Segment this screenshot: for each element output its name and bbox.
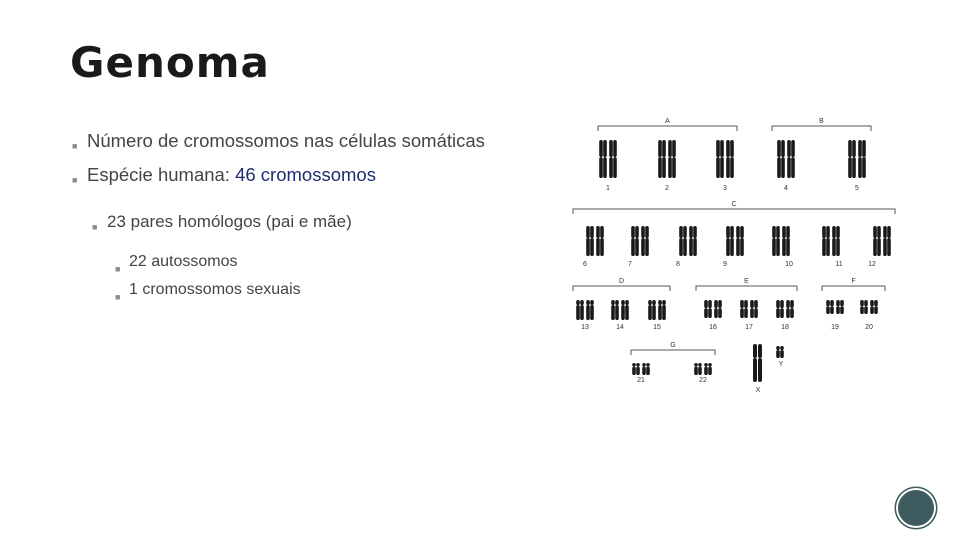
chromosome-pair-9-a <box>726 226 730 256</box>
bullet-text: 1 cromossomos sexuais <box>129 281 301 298</box>
group-bracket-d <box>573 286 670 291</box>
chromosome-pair-19-c <box>836 300 840 314</box>
bullet-cromossomos-somaticas <box>72 128 512 154</box>
karyotype-image <box>565 108 910 398</box>
chromosome-pair-11-b <box>826 226 830 256</box>
bullet-text: Espécie humana: <box>87 164 236 185</box>
chromosome-pair-19-d <box>840 300 844 314</box>
bullet-cromossomos-sexuais <box>72 276 512 304</box>
chromosome-number-19: 19 <box>831 324 839 331</box>
bullet-autossomos <box>72 248 512 276</box>
chromosome-number-9: 9 <box>723 261 727 268</box>
chromosome-pair-15-a <box>648 300 652 320</box>
chromosome-x-a <box>753 344 757 382</box>
chromosome-pair-4-a <box>777 140 781 178</box>
chromosome-pair-4-d <box>791 140 795 178</box>
chromosome-pair-16-a <box>704 300 708 318</box>
chromosome-pair-19-b <box>830 300 834 314</box>
bullet-marker-icon: ■ <box>72 141 78 151</box>
chromosome-pair-19-a <box>826 300 830 314</box>
group-bracket-f-label: F <box>851 278 856 285</box>
group-bracket-b <box>772 126 871 131</box>
group-bracket-a-label: A <box>665 118 670 125</box>
chromosome-x-b <box>758 344 762 382</box>
chromosome-pair-3-c <box>726 140 730 178</box>
chromosome-pair-2-b <box>662 140 666 178</box>
chromosome-pair-22-c <box>704 363 708 375</box>
chromosome-pair-5-b <box>852 140 856 178</box>
chromosome-number-21: 21 <box>637 377 645 384</box>
chromosome-label-x: X <box>755 387 761 394</box>
chromosome-pair-2-c <box>668 140 672 178</box>
chromosome-pair-9-b <box>730 226 734 256</box>
chromosome-number-22: 22 <box>699 377 707 384</box>
chromosome-pair-8-c <box>689 226 693 256</box>
chromosome-number-15: 15 <box>653 324 661 331</box>
bullet-pares-homologos <box>72 210 512 234</box>
chromosome-pair-21-c <box>642 363 646 375</box>
chromosome-pair-6-b <box>590 226 594 256</box>
group-bracket-g-label: G <box>670 342 676 349</box>
chromosome-pair-18-a <box>776 300 780 318</box>
chromosome-pair-9-d <box>740 226 744 256</box>
group-bracket-g <box>631 350 715 355</box>
chromosome-pair-21-a <box>632 363 636 375</box>
chromosome-pair-3-b <box>720 140 724 178</box>
chromosome-pair-12-c <box>883 226 887 256</box>
chromosome-pair-20-b <box>864 300 868 314</box>
chromosome-pair-17-a <box>740 300 744 318</box>
chromosome-pair-8-b <box>683 226 687 256</box>
bullet-marker-icon: ■ <box>72 175 78 185</box>
chromosome-pair-1-b <box>603 140 607 178</box>
chromosome-pair-3-a <box>716 140 720 178</box>
chromosome-pair-20-a <box>860 300 864 314</box>
chromosome-pair-16-c <box>714 300 718 318</box>
chromosome-pair-1-c <box>609 140 613 178</box>
chromosome-pair-11-d <box>836 226 840 256</box>
chromosome-number-12: 12 <box>868 261 876 268</box>
group-bracket-f <box>822 286 885 291</box>
chromosome-pair-22-a <box>694 363 698 375</box>
group-bracket-e-label: E <box>744 278 749 285</box>
chromosome-pair-5-c <box>858 140 862 178</box>
bullet-list <box>72 128 512 304</box>
chromosome-number-4: 4 <box>784 185 788 192</box>
chromosome-number-5: 5 <box>855 185 859 192</box>
chromosome-number-13: 13 <box>581 324 589 331</box>
chromosome-pair-11-c <box>832 226 836 256</box>
chromosome-pair-13-d <box>590 300 594 320</box>
chromosome-number-10: 10 <box>785 261 793 268</box>
chromosome-pair-11-a <box>822 226 826 256</box>
chromosome-y-a <box>776 346 780 358</box>
chromosome-pair-18-b <box>780 300 784 318</box>
chromosome-pair-15-b <box>652 300 656 320</box>
chromosome-pair-16-d <box>718 300 722 318</box>
chromosome-number-1: 1 <box>606 185 610 192</box>
group-bracket-a <box>598 126 737 131</box>
chromosome-pair-21-d <box>646 363 650 375</box>
chromosome-pair-9-c <box>736 226 740 256</box>
chromosome-number-20: 20 <box>865 324 873 331</box>
chromosome-pair-15-d <box>662 300 666 320</box>
chromosome-pair-21-b <box>636 363 640 375</box>
chromosome-pair-13-a <box>576 300 580 320</box>
chromosome-pair-6-a <box>586 226 590 256</box>
chromosome-pair-1-d <box>613 140 617 178</box>
chromosome-number-18: 18 <box>781 324 789 331</box>
chromosome-pair-20-d <box>874 300 878 314</box>
bullet-marker-icon: ■ <box>92 222 98 232</box>
slide-number-badge <box>898 490 934 526</box>
chromosome-pair-18-d <box>790 300 794 318</box>
chromosome-pair-14-a <box>611 300 615 320</box>
chromosome-number-11: 11 <box>835 261 843 268</box>
chromosome-pair-1-a <box>599 140 603 178</box>
chromosome-pair-7-a <box>631 226 635 256</box>
highlight-46-cromossomos: 46 cromossomos <box>235 164 376 185</box>
chromosome-number-6: 6 <box>583 261 587 268</box>
bullet-text: Número de cromossomos nas células somáticas <box>87 130 485 151</box>
chromosome-pair-10-c <box>782 226 786 256</box>
chromosome-pair-22-d <box>708 363 712 375</box>
chromosome-y-b <box>780 346 784 358</box>
group-bracket-b-label: B <box>819 118 824 125</box>
chromosome-pair-6-c <box>596 226 600 256</box>
chromosome-pair-5-d <box>862 140 866 178</box>
chromosome-pair-4-c <box>787 140 791 178</box>
group-bracket-e <box>696 286 797 291</box>
chromosome-pair-12-a <box>873 226 877 256</box>
bullet-especie-humana <box>72 162 512 188</box>
chromosome-pair-14-c <box>621 300 625 320</box>
chromosome-pair-3-d <box>730 140 734 178</box>
chromosome-pair-18-c <box>786 300 790 318</box>
bullet-marker-icon: ■ <box>115 292 121 302</box>
chromosome-number-14: 14 <box>616 324 624 331</box>
chromosome-pair-14-b <box>615 300 619 320</box>
chromosome-pair-13-b <box>580 300 584 320</box>
chromosome-pair-12-d <box>887 226 891 256</box>
group-bracket-d-label: D <box>618 278 625 285</box>
chromosome-pair-8-a <box>679 226 683 256</box>
chromosome-pair-8-d <box>693 226 697 256</box>
chromosome-pair-13-c <box>586 300 590 320</box>
chromosome-number-2: 2 <box>665 185 669 192</box>
bullet-text: 22 autossomos <box>129 253 238 270</box>
chromosome-pair-20-c <box>870 300 874 314</box>
chromosome-pair-17-d <box>754 300 758 318</box>
chromosome-pair-22-b <box>698 363 702 375</box>
chromosome-label-y: Y <box>778 361 784 368</box>
chromosome-pair-7-c <box>641 226 645 256</box>
chromosome-pair-16-b <box>708 300 712 318</box>
slide-title: Genoma <box>70 38 270 87</box>
chromosome-number-7: 7 <box>628 261 632 268</box>
chromosome-pair-17-b <box>744 300 748 318</box>
chromosome-pair-12-b <box>877 226 881 256</box>
chromosome-pair-15-c <box>658 300 662 320</box>
chromosome-pair-6-d <box>600 226 604 256</box>
bullet-marker-icon: ■ <box>115 264 121 274</box>
chromosome-pair-14-d <box>625 300 629 320</box>
chromosome-number-8: 8 <box>676 261 680 268</box>
chromosome-pair-5-a <box>848 140 852 178</box>
chromosome-number-3: 3 <box>723 185 727 192</box>
group-bracket-c <box>573 209 895 214</box>
chromosome-pair-17-c <box>750 300 754 318</box>
group-bracket-c-label: C <box>731 201 737 208</box>
chromosome-pair-7-b <box>635 226 639 256</box>
chromosome-pair-4-b <box>781 140 785 178</box>
bullet-text: 23 pares homólogos (pai e mãe) <box>107 212 352 231</box>
chromosome-pair-2-a <box>658 140 662 178</box>
chromosome-pair-2-d <box>672 140 676 178</box>
chromosome-number-16: 16 <box>709 324 717 331</box>
chromosome-pair-10-d <box>786 226 790 256</box>
chromosome-pair-10-a <box>772 226 776 256</box>
chromosome-number-17: 17 <box>745 324 753 331</box>
chromosome-pair-10-b <box>776 226 780 256</box>
chromosome-pair-7-d <box>645 226 649 256</box>
